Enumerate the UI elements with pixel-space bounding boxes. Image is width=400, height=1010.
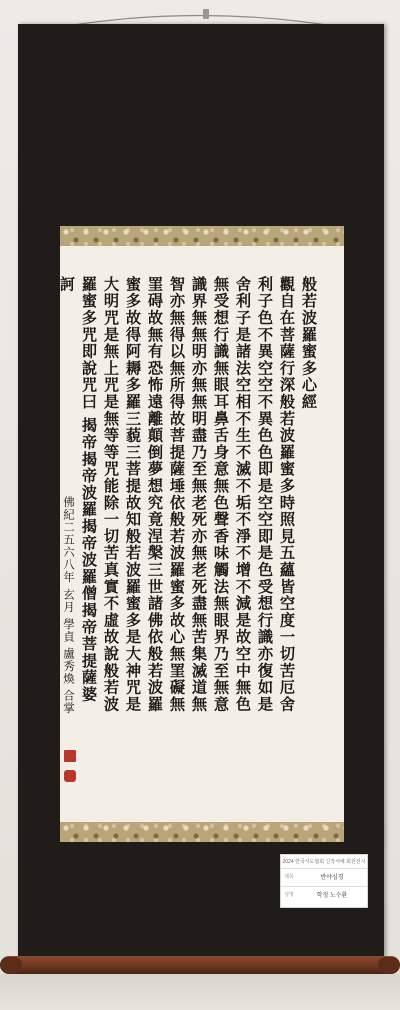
label-row	[281, 886, 367, 901]
text-column: 蜜多故得阿耨多羅三藐三菩提故知般若波羅蜜多是大神咒是	[124, 276, 142, 713]
calligraphy-paper	[60, 246, 344, 822]
rod-end-right	[378, 957, 400, 973]
label-key: 제목	[284, 873, 294, 880]
seal-stamp	[64, 770, 76, 782]
text-column: 智亦無得以無所得故菩提薩埵依般若波羅蜜多故心無罣礙無	[168, 276, 186, 713]
seal-stamp	[64, 750, 76, 762]
label-header: 2024 한국서도협회 신작서예 회원전시	[282, 859, 366, 865]
text-column: 羅蜜多咒即說咒曰 揭帝揭帝波羅揭帝波羅僧揭帝菩提薩婆	[80, 276, 98, 703]
text-column: 大明咒是無上咒是無等等咒能除一切苦真實不虛故說般若波	[102, 276, 120, 713]
text-column: 識界無無明亦無無明盡乃至無老死亦無老死盡無苦集滅道無	[190, 276, 208, 713]
inscription: 佛紀二五六八年 玄月 學貞 盧秀煥 合掌	[62, 496, 76, 715]
label-row	[281, 868, 367, 883]
text-column: 無受想行識無眼耳鼻舌身意無色聲香味觸法無眼界乃至無意	[212, 276, 230, 713]
text-column: 訶	[58, 276, 76, 293]
text-column: 般若波羅蜜多心經	[300, 276, 318, 411]
label-key: 성명	[284, 891, 294, 898]
brocade-border-bottom	[60, 822, 344, 842]
rod-end-left	[0, 957, 22, 973]
exhibition-label	[280, 854, 368, 908]
scroll-rod	[0, 956, 400, 974]
label-value: 학정 노수환	[316, 892, 348, 899]
text-column: 罣碍故無有恐怖遠離顛倒夢想究竟涅槃三世諸佛依般若波羅	[146, 276, 164, 713]
text-column: 舍利子是諸法空相不生不滅不垢不淨不增不減是故空中無色	[234, 276, 252, 713]
label-value: 반야심경	[320, 874, 344, 881]
brocade-border-top	[60, 226, 344, 246]
text-column: 利子色不異空空不異色色即是空空即是色受想行識亦復如是	[256, 276, 274, 713]
text-column: 觀自在菩薩行深般若波羅蜜多時照見五蘊皆空度一切苦厄舍	[278, 276, 296, 713]
floor-shadow	[0, 974, 400, 1010]
